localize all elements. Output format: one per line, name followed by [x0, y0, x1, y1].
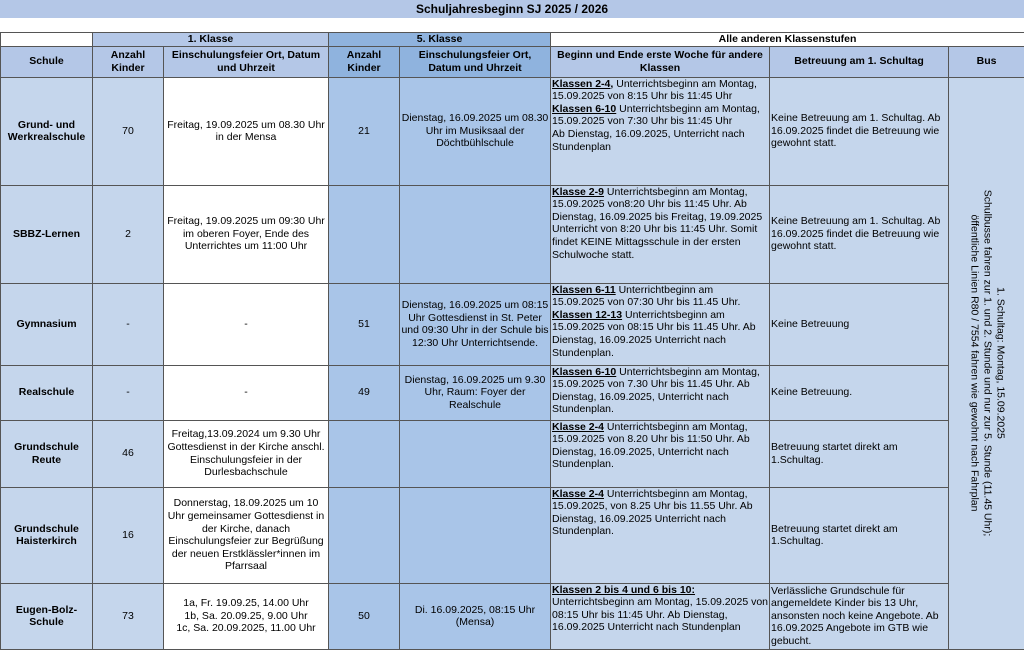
group-header-klasse-1: 1. Klasse — [93, 33, 329, 47]
week-text: Unterrichtsbeginn am Montag, 15.09.2025 von 8.20 Uhr bis 11:50 Uhr. Ab Dienstag, 16.09.2025, Unterricht nach Stundenplan. — [552, 420, 750, 471]
group-header-klasse-5: 5. Klasse — [329, 33, 551, 47]
feier-line: 1c, Sa. 20.09.2025, 11.00 Uhr — [176, 622, 316, 635]
table-row — [1, 185, 1024, 283]
week-text: Unterrichtsbeginn am Montag, 15.09.2025, von 8.25 Uhr bis 11.55 Uhr. Ab Dienstag, 16.09.2025 Unterricht nach Stundenplan. — [552, 487, 753, 538]
school-name: SBBZ-Lernen — [1, 185, 93, 283]
count-k1: 70 — [93, 77, 164, 185]
care-info: Betreuung startet direkt am 1.Schultag. — [770, 487, 949, 583]
table-row — [1, 420, 1024, 487]
first-week-info — [551, 283, 770, 365]
first-week-info — [551, 487, 770, 583]
care-info: Keine Betreuung. — [770, 365, 949, 420]
week-class-label: Klassen 6-11 — [552, 283, 616, 296]
week-class-label: Klasse 2-4 — [552, 420, 604, 433]
table-row — [1, 77, 1024, 185]
count-k1: 16 — [93, 487, 164, 583]
school-name: Eugen-Bolz-Schule — [1, 583, 93, 649]
feier-k1: Donnerstag, 18.09.2025 um 10 Uhr gemeinsamer Gottesdienst in der Kirche, danach Einschulungsfeier zur Begrüßung der neuen Erstklässler*innen im Pfarrsaal — [164, 487, 329, 583]
table-row — [1, 487, 1024, 583]
col-header-care: Betreuung am 1. Schultag — [770, 46, 949, 77]
count-k1: 73 — [93, 583, 164, 649]
feier-k5 — [400, 420, 551, 487]
table-row — [1, 583, 1024, 649]
header-blank — [1, 33, 93, 47]
first-week-info — [551, 185, 770, 283]
feier-k1: - — [164, 283, 329, 365]
count-k5: 50 — [329, 583, 400, 649]
count-k1: - — [93, 365, 164, 420]
feier-k5: Dienstag, 16.09.2025 um 9.30 Uhr, Raum: Foyer der Realschule — [400, 365, 551, 420]
col-header-feier-k5: Einschulungsfeier Ort, Datum und Uhrzeit — [400, 46, 551, 77]
week-class-label: Klassen 6-10 — [552, 365, 617, 378]
school-name: Gymnasium — [1, 283, 93, 365]
week-text: Unterrichtsbeginn am Montag, 15.09.2025 von 7.30 Uhr bis 11.45 Uhr. Ab Dienstag, 16.09.2025, Unterricht nach Stundenplan. — [552, 365, 760, 416]
page-title: Schuljahresbeginn SJ 2025 / 2026 — [0, 0, 1024, 18]
count-k1: - — [93, 283, 164, 365]
feier-k1: Freitag, 19.09.2025 um 09:30 Uhr im oberen Foyer, Ende des Unterrichtes um 11:00 Uhr — [164, 185, 329, 283]
week-text: Ab Dienstag, 16.09.2025, Unterricht nach Stundenplan — [552, 127, 745, 153]
count-k5: 49 — [329, 365, 400, 420]
week-class-label: Klasse 2-9 — [552, 185, 604, 198]
week-class-label: Klassen 2 bis 4 und 6 bis 10: — [552, 583, 696, 596]
bus-text-line: 1. Schultag: Montag, 15.09.2025 — [994, 287, 1007, 439]
count-k5 — [329, 185, 400, 283]
col-header-first-week: Beginn und Ende erste Woche für andere Klassen — [551, 46, 770, 77]
count-k1: 2 — [93, 185, 164, 283]
week-class-label: Klassen 6-10 — [552, 102, 617, 115]
school-name: Grund- und Werkrealschule — [1, 77, 93, 185]
week-text: Unterrichtsbeginn am Montag, 15.09.2025 von 7:30 Uhr bis 11:45 Uhr — [552, 102, 760, 128]
col-header-school: Schule — [1, 46, 93, 77]
count-k5 — [329, 420, 400, 487]
col-header-count-k5: Anzahl Kinder — [329, 46, 400, 77]
week-text: Unterrichtsbeginn am Montag, 15.09.2025 von8:20 Uhr bis 11:45 Uhr. Ab Dienstag, 16.09.2025 bis Freitag, 19.09.2025 Unterricht von 8:20 Uhr bis 11:45 Uhr. Somit findet KEINE Mittagsschule in der ersten Schulwoche statt. — [552, 185, 763, 261]
care-info: Keine Betreuung am 1. Schultag. Ab 16.09.2025 findet die Betreuung wie gewohnt statt. — [770, 77, 949, 185]
count-k5: 51 — [329, 283, 400, 365]
col-header-count-k1: Anzahl Kinder — [93, 46, 164, 77]
first-week-info — [551, 365, 770, 420]
count-k5 — [329, 487, 400, 583]
care-info: Betreuung startet direkt am 1.Schultag. — [770, 420, 949, 487]
week-text: Unterrichtsbeginn am Montag, 15.09.2025 von 08:15 Uhr bis 11:45 Uhr. Ab Dienstag, 16.09.2025 Unterricht nach Stundenplan — [552, 596, 768, 634]
col-header-bus: Bus — [949, 46, 1024, 77]
care-info: Verlässliche Grundschule für angemeldete Kinder bis 13 Uhr, ansonsten noch keine Angebote. Ab 16.09.2025 Angebote im GTB wie gebucht. — [770, 583, 949, 649]
first-week-info — [551, 77, 770, 185]
week-class-label: Klasse 2-4 — [552, 487, 604, 500]
feier-line: 1b, Sa. 20.09.25, 9.00 Uhr — [184, 609, 308, 622]
feier-k5: Di. 16.09.2025, 08:15 Uhr (Mensa) — [400, 583, 551, 649]
feier-k5 — [400, 185, 551, 283]
bus-info — [949, 77, 1024, 649]
week-class-label: Klassen 2-4, — [552, 77, 614, 90]
count-k5: 21 — [329, 77, 400, 185]
feier-k1 — [164, 583, 329, 649]
group-header-other: Alle anderen Klassenstufen — [551, 33, 1024, 47]
feier-k1: Freitag,13.09.2024 um 9.30 Uhr Gottesdienst in der Kirche anschl. Einschulungsfeier in der Durlesbachschule — [164, 420, 329, 487]
feier-k1: Freitag, 19.09.2025 um 08.30 Uhr in der Mensa — [164, 77, 329, 185]
care-info: Keine Betreuung am 1. Schultag. Ab 16.09.2025 findet die Betreuung wie gewohnt statt. — [770, 185, 949, 283]
school-name: Grundschule Haisterkirch — [1, 487, 93, 583]
first-week-info — [551, 583, 770, 649]
week-text: Unterrichtsbeginn am 15.09.2025 von 08:15 Uhr bis 11.45 Uhr. Ab Dienstag, 16.09.2025 Unterricht nach Stundenplan. — [552, 308, 756, 359]
week-text: Unterrichtsbeginn am Montag, 15.09.2025 von 8:15 Uhr bis 11:45 Uhr — [552, 77, 757, 103]
week-text: Unterrichtbeginn am 15.09.2025 von 07:30 Uhr bis 11.45 Uhr. — [552, 283, 741, 309]
bus-text-line: öffentliche Linien R80 / 7554 fahren wie gewohnt nach Fahrplan — [968, 214, 981, 512]
bus-text-line: Schulbusse fahren zur 1. und 2. Stunde und nur zur 5. Stunde (11.45 Uhr); — [981, 189, 994, 537]
care-info: Keine Betreuung — [770, 283, 949, 365]
week-class-label: Klassen 12-13 — [552, 308, 623, 321]
feier-line: 1a, Fr. 19.09.25, 14.00 Uhr — [183, 597, 309, 610]
school-start-table — [0, 32, 1024, 650]
school-name: Realschule — [1, 365, 93, 420]
table-row — [1, 365, 1024, 420]
col-header-feier-k1: Einschulungsfeier Ort, Datum und Uhrzeit — [164, 46, 329, 77]
count-k1: 46 — [93, 420, 164, 487]
feier-k5: Dienstag, 16.09.2025 um 08.30 Uhr im Musiksaal der Döchtbühlschule — [400, 77, 551, 185]
feier-k5: Dienstag, 16.09.2025 um 08:15 Uhr Gottesdienst in St. Peter und 09:30 Uhr in der Schule bis 12:30 Uhr Unterrichtsende. — [400, 283, 551, 365]
school-name: Grundschule Reute — [1, 420, 93, 487]
feier-k5 — [400, 487, 551, 583]
table-row — [1, 283, 1024, 365]
first-week-info — [551, 420, 770, 487]
feier-k1: - — [164, 365, 329, 420]
